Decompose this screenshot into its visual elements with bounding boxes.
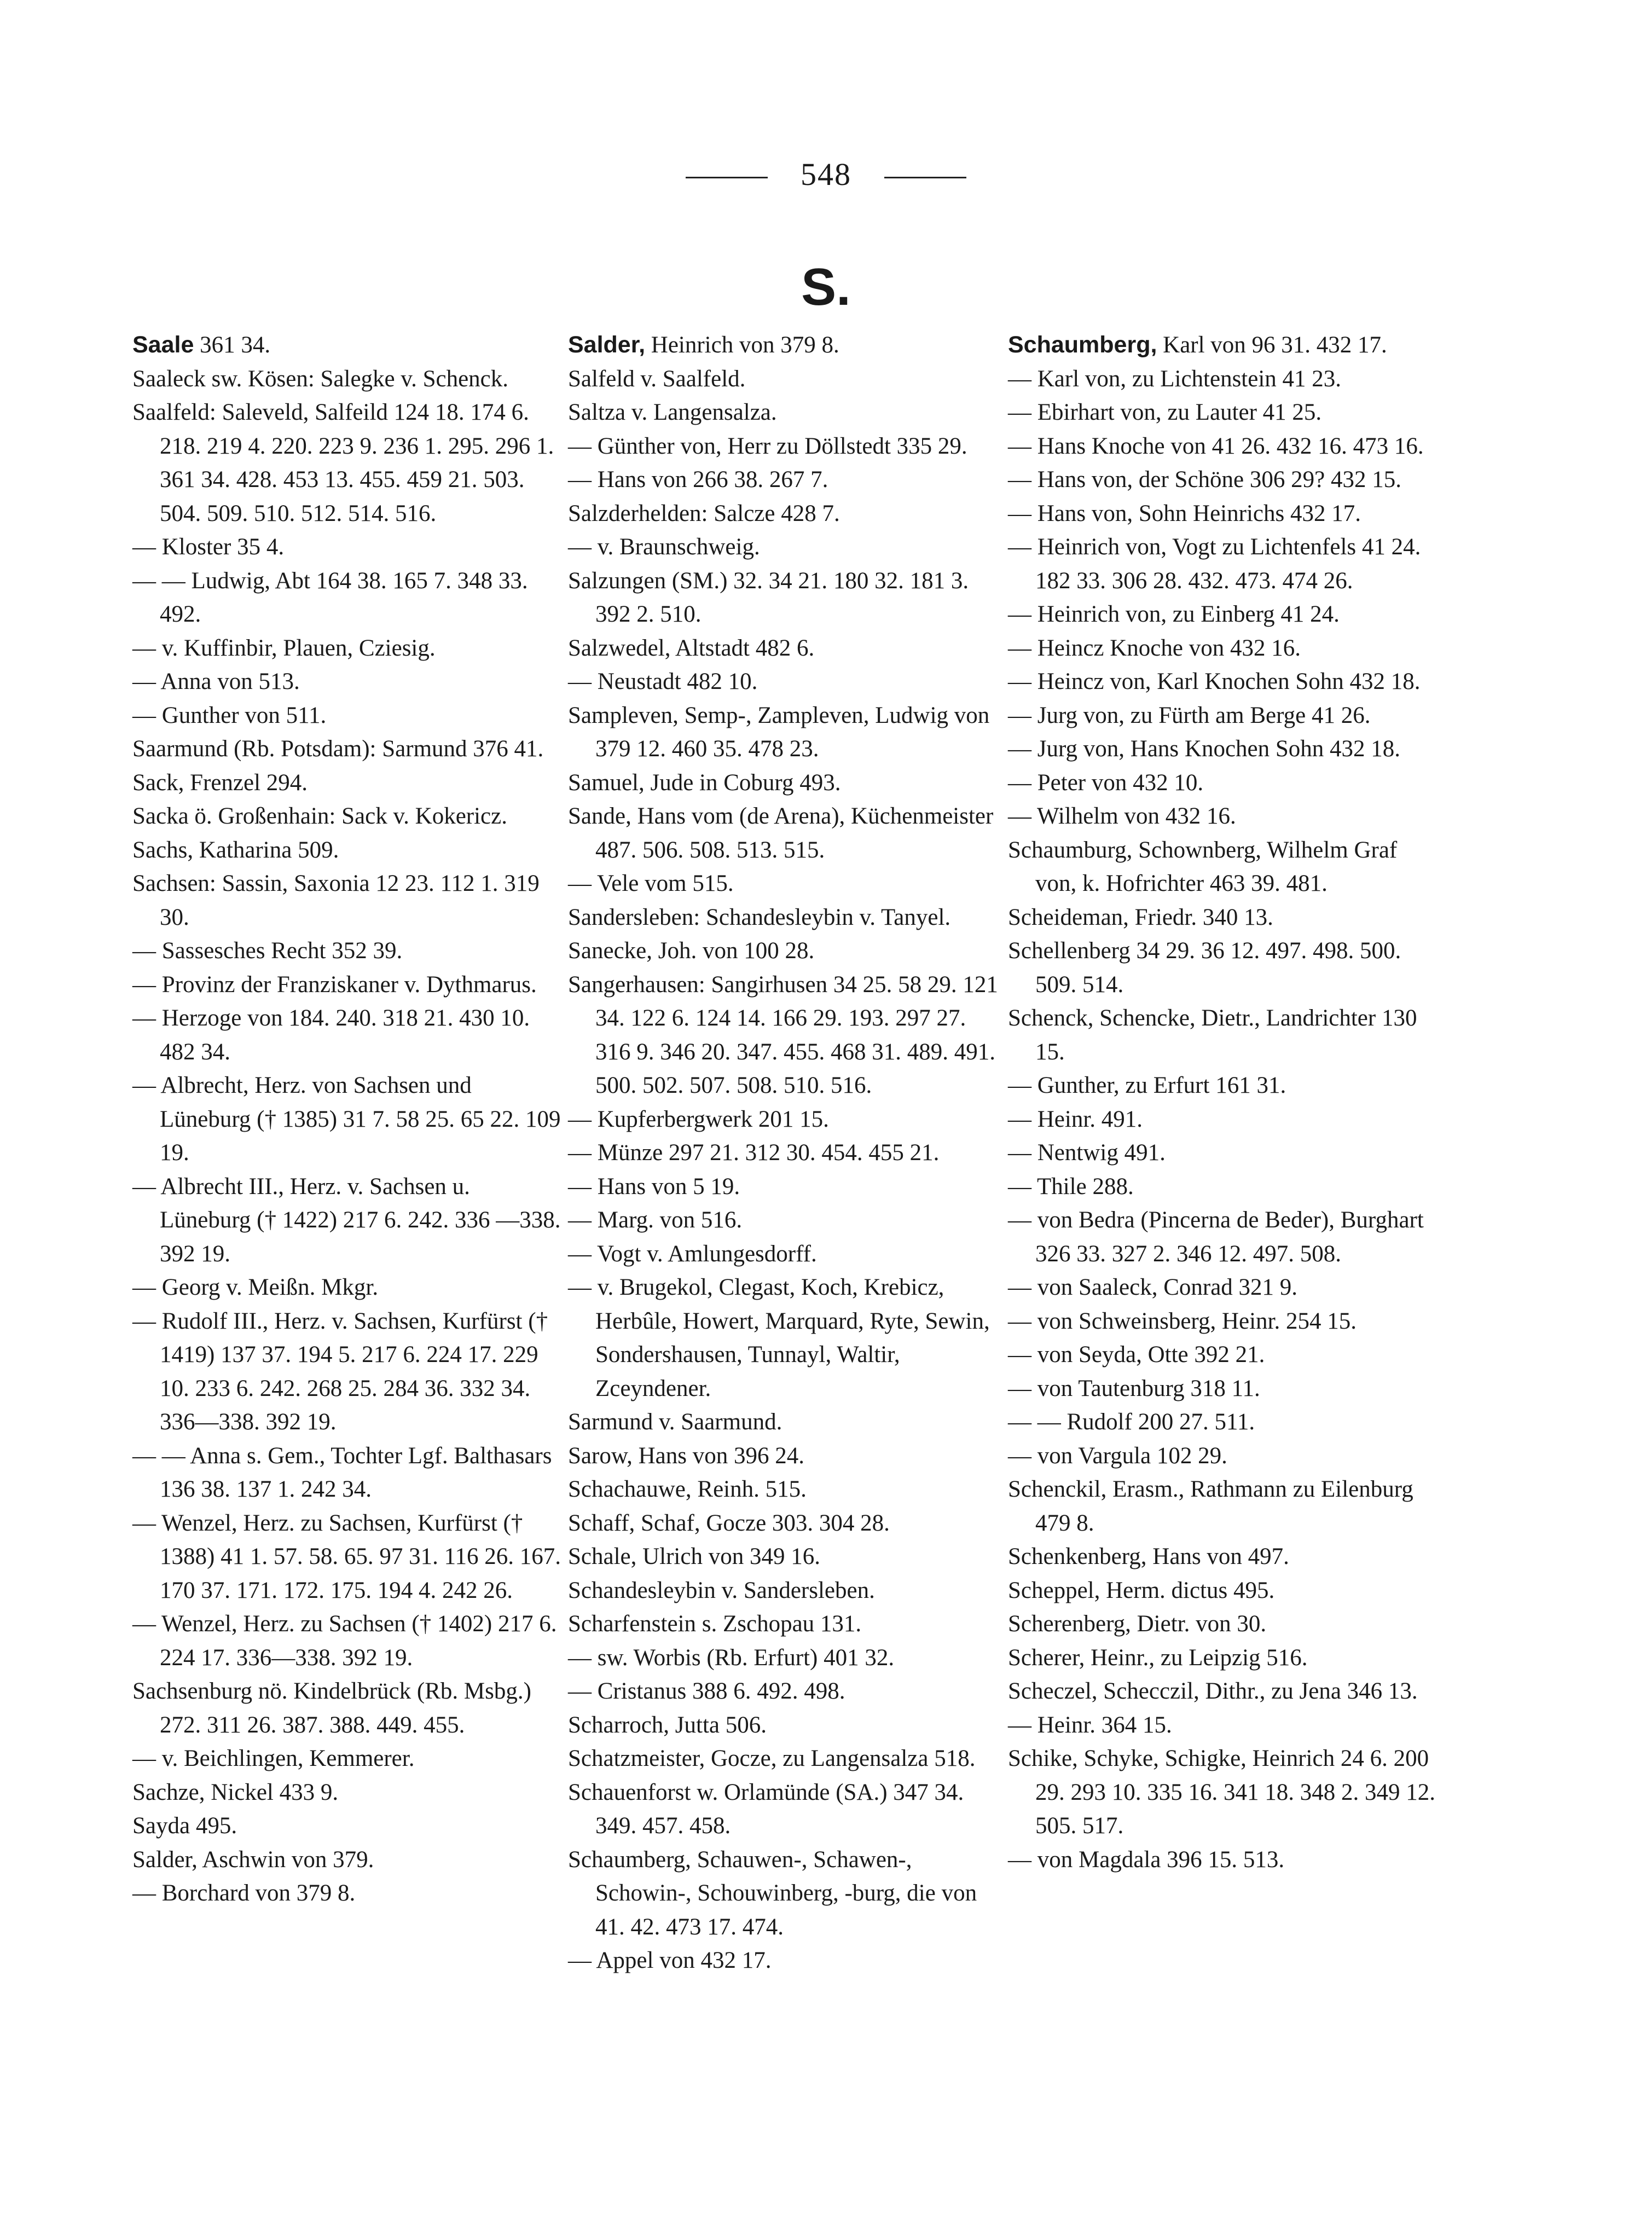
index-entry (1008, 1069, 1440, 1103)
entry-text: — Kupferbergwerk 201 15. (568, 1106, 829, 1132)
entry-head: Salder, (568, 332, 646, 358)
index-entry (1008, 1001, 1440, 1069)
index-entry (1008, 1574, 1440, 1608)
index-entry (132, 1607, 565, 1674)
entry-text: — Heincz Knoche von 432 16. (1008, 635, 1301, 661)
entry-text: Sayda 495. (132, 1813, 237, 1839)
index-entry (1008, 1540, 1440, 1574)
entry-text: — Wenzel, Herz. zu Sachsen, Kurfürst († 1388) 41 1. 57. 58. 65. 97 31. 116 26. 167. 170 37. 171. 172. 175. 194 4. 242 26. (132, 1510, 561, 1603)
entry-text: — Provinz der Franziskaner v. Dythmarus. (132, 971, 537, 998)
index-entry (1008, 1405, 1440, 1439)
entry-text: — Cristanus 388 6. 492. 498. (568, 1678, 845, 1704)
index-entry (1008, 1305, 1440, 1339)
entry-text: Sachze, Nickel 433 9. (132, 1779, 339, 1805)
entry-text: Saaleck sw. Kösen: Salegke v. Schenck. (132, 366, 509, 392)
index-entry (1008, 430, 1440, 463)
entry-text: — von Tautenburg 318 11. (1008, 1375, 1260, 1401)
index-entry (568, 1540, 1000, 1574)
index-entry (568, 1271, 1000, 1405)
entry-text: — v. Beichlingen, Kemmerer. (132, 1746, 415, 1771)
right-rule (884, 177, 966, 178)
index-entry (1008, 732, 1440, 766)
index-entry (132, 1843, 565, 1877)
entry-text: — Hans von 5 19. (568, 1173, 740, 1200)
entry-text: Karl von 96 31. 432 17. (1157, 332, 1387, 358)
index-entry (132, 1271, 565, 1305)
entry-text: — Hans von, der Schöne 306 29? 432 15. (1008, 467, 1401, 492)
entry-text: Heinrich von 379 8. (645, 332, 839, 358)
index-entry (568, 1574, 1000, 1608)
index-entry (568, 1103, 1000, 1137)
index-entry (568, 665, 1000, 699)
index-entry (568, 1237, 1000, 1271)
entry-text: Schike, Schyke, Schigke, Heinrich 24 6. 200 29. 293 10. 335 16. 341 18. 348 2. 349 12. 505. 517. (1008, 1746, 1435, 1839)
entry-text: — Jurg von, zu Fürth am Berge 41 26. (1008, 702, 1371, 728)
index-entry (132, 396, 565, 530)
entry-text: Schenck, Schencke, Dietr., Landrichter 130 15. (1008, 1005, 1417, 1065)
entry-text: Sack, Frenzel 294. (132, 769, 308, 796)
entry-text: Sarmund v. Saarmund. (568, 1409, 782, 1435)
entry-text: Scheczel, Schecczil, Dithr., zu Jena 346 13. (1008, 1678, 1418, 1704)
index-entry (132, 833, 565, 867)
entry-text: Schenkenberg, Hans von 497. (1008, 1544, 1289, 1569)
entry-text: — von Seyda, Otte 392 21. (1008, 1342, 1265, 1368)
index-entry (568, 867, 1000, 901)
entry-text: — Hans Knoche von 41 26. 432 16. 473 16. (1008, 433, 1424, 459)
entry-text: — Heinr. 364 15. (1008, 1712, 1172, 1738)
index-entry (132, 732, 565, 766)
index-entry (132, 1001, 565, 1069)
entry-head: Saale (132, 332, 194, 358)
index-entry (1008, 1607, 1440, 1641)
entry-text: — Jurg von, Hans Knochen Sohn 432 18. (1008, 736, 1401, 762)
index-entry (568, 1944, 1000, 1978)
entry-text: Saarmund (Rb. Potsdam): Sarmund 376 41. (132, 736, 544, 762)
index-entry (132, 665, 565, 699)
index-entry (132, 934, 565, 968)
index-entry (568, 1708, 1000, 1742)
index-entry (568, 766, 1000, 800)
index-column-1 (132, 328, 565, 1910)
index-entry (132, 1305, 565, 1439)
index-entry (132, 328, 565, 362)
index-entry (1008, 1338, 1440, 1372)
index-entry (132, 631, 565, 665)
entry-text: — — Rudolf 200 27. 511. (1008, 1409, 1255, 1435)
entry-text: — Vogt v. Amlungesdorff. (568, 1241, 817, 1267)
entry-text: — Thile 288. (1008, 1173, 1134, 1200)
index-entry (132, 1506, 565, 1608)
index-entry (1008, 530, 1440, 598)
index-column-2 (568, 328, 1000, 1978)
entry-text: Schenckil, Erasm., Rathmann zu Eilenburg 479 8. (1008, 1476, 1413, 1536)
entry-text: — Albrecht III., Herz. v. Sachsen u. Lüneburg († 1422) 217 6. 242. 336 —338. 392 19. (132, 1173, 561, 1267)
entry-text: — Münze 297 21. 312 30. 454. 455 21. (568, 1140, 940, 1166)
entry-text: — Hans von, Sohn Heinrichs 432 17. (1008, 500, 1361, 526)
entry-text: — — Anna s. Gem., Tochter Lgf. Balthasars 136 38. 137 1. 242 34. (132, 1442, 552, 1502)
index-entry (1008, 833, 1440, 901)
index-entry (568, 1641, 1000, 1675)
entry-text: — von Schweinsberg, Heinr. 254 15. (1008, 1308, 1357, 1334)
entry-text: Sachs, Katharina 509. (132, 837, 339, 863)
entry-text: — Neustadt 482 10. (568, 669, 758, 694)
entry-text: — von Bedra (Pincerna de Beder), Burghart 326 33. 327 2. 346 12. 497. 508. (1008, 1207, 1424, 1267)
index-entry (1008, 1372, 1440, 1406)
index-entry (568, 699, 1000, 766)
entry-text: Schale, Ulrich von 349 16. (568, 1544, 820, 1569)
entry-text: Salzderhelden: Salcze 428 7. (568, 500, 840, 526)
entry-text: Saalfeld: Saleveld, Salfeild 124 18. 174 6. 218. 219 4. 220. 223 9. 236 1. 295. 296 1. 361 34. 428. 453 13. 455. 459 21. 503. 504. 509. 510. 512. 514. 516. (132, 399, 554, 526)
index-entry (568, 934, 1000, 968)
index-entry (132, 1069, 565, 1170)
index-entry (568, 1170, 1000, 1204)
entry-text: — Anna von 513. (132, 669, 300, 694)
entry-text: Sachsenburg nö. Kindelbrück (Rb. Msbg.) 272. 311 26. 387. 388. 449. 455. (132, 1678, 531, 1738)
index-entry (568, 497, 1000, 531)
index-entry (1008, 598, 1440, 631)
left-rule (686, 177, 768, 178)
index-entry (1008, 665, 1440, 699)
entry-text: Sande, Hans vom (de Arena), Küchenmeister 487. 506. 508. 513. 515. (568, 803, 994, 863)
index-entry (132, 699, 565, 733)
entry-text: — Peter von 432 10. (1008, 769, 1204, 796)
index-entry (1008, 766, 1440, 800)
index-entry (132, 799, 565, 833)
entry-text: Scharfenstein s. Zschopau 131. (568, 1611, 862, 1637)
index-entry (568, 1843, 1000, 1944)
entry-text: — Wilhelm von 432 16. (1008, 803, 1236, 829)
index-entry (132, 1674, 565, 1742)
index-entry (1008, 631, 1440, 665)
entry-text: Scharroch, Jutta 506. (568, 1712, 767, 1738)
entry-text: Scherer, Heinr., zu Leipzig 516. (1008, 1644, 1308, 1671)
entry-text: Sampleven, Semp-, Zampleven, Ludwig von 379 12. 460 35. 478 23. (568, 702, 990, 762)
entry-text: Sarow, Hans von 396 24. (568, 1442, 804, 1469)
index-entry (1008, 1641, 1440, 1675)
entry-text: — Georg v. Meißn. Mkgr. (132, 1274, 379, 1300)
index-entry (568, 1742, 1000, 1776)
entry-text: Sangerhausen: Sangirhusen 34 25. 58 29. 121 34. 122 6. 124 14. 166 29. 193. 297 27. 316 9. 346 20. 347. 455. 468 31. 489. 491. 500. 502. 507. 508. 510. 516. (568, 971, 998, 1098)
index-entry (1008, 1473, 1440, 1540)
index-entry (1008, 362, 1440, 396)
index-entry (1008, 934, 1440, 1001)
index-entry (1008, 396, 1440, 430)
index-entry (568, 1607, 1000, 1641)
entry-text: — Sassesches Recht 352 39. (132, 938, 403, 964)
index-entry (568, 1506, 1000, 1540)
entry-text: — Appel von 432 17. (568, 1948, 772, 1973)
entry-text: Sanecke, Joh. von 100 28. (568, 938, 815, 964)
entry-text: — Borchard von 379 8. (132, 1880, 356, 1906)
index-entry (568, 1203, 1000, 1237)
entry-text: — Wenzel, Herz. zu Sachsen († 1402) 217 6. 224 17. 336—338. 392 19. (132, 1611, 557, 1671)
page-number-text: 548 (801, 157, 851, 192)
index-entry (1008, 1708, 1440, 1742)
index-entry (568, 430, 1000, 463)
entry-text: — v. Kuffinbir, Plauen, Cziesig. (132, 635, 436, 661)
index-entry (1008, 1674, 1440, 1708)
index-entry (1008, 1439, 1440, 1473)
entry-text: Salfeld v. Saalfeld. (568, 366, 746, 392)
entry-text: Schellenberg 34 29. 36 12. 497. 498. 500. 509. 514. (1008, 938, 1401, 998)
index-entry (568, 564, 1000, 631)
index-entry (568, 328, 1000, 362)
entry-text: Sacka ö. Großenhain: Sack v. Kokericz. (132, 803, 507, 829)
entry-text: Saltza v. Langensalza. (568, 399, 777, 425)
index-entry (132, 1439, 565, 1506)
index-entry (568, 1136, 1000, 1170)
index-entry (1008, 799, 1440, 833)
index-entry (132, 1742, 565, 1776)
entry-text: — Vele vom 515. (568, 871, 734, 896)
index-entry (132, 530, 565, 564)
entry-text: Salder, Aschwin von 379. (132, 1846, 374, 1873)
entry-text: — v. Braunschweig. (568, 534, 760, 560)
entry-text: — Heinrich von, zu Einberg 41 24. (1008, 601, 1340, 627)
index-entry (1008, 1103, 1440, 1137)
index-entry (568, 530, 1000, 564)
index-entry (132, 1809, 565, 1843)
entry-text: — sw. Worbis (Rb. Erfurt) 401 32. (568, 1644, 895, 1671)
index-entry (1008, 1203, 1440, 1271)
index-entry (1008, 1170, 1440, 1204)
entry-text: — — Ludwig, Abt 164 38. 165 7. 348 33. 492. (132, 567, 528, 627)
index-entry (132, 1776, 565, 1810)
index-entry (568, 799, 1000, 867)
entry-text: — Karl von, zu Lichtenstein 41 23. (1008, 366, 1342, 392)
index-entry (568, 968, 1000, 1103)
index-entry (1008, 1742, 1440, 1843)
entry-text: Schachauwe, Reinh. 515. (568, 1476, 807, 1502)
index-entry (1008, 328, 1440, 362)
index-entry (568, 1473, 1000, 1506)
entry-text: Schandesleybin v. Sandersleben. (568, 1577, 875, 1603)
entry-text: — Ebirhart von, zu Lauter 41 25. (1008, 399, 1322, 425)
index-entry (1008, 463, 1440, 497)
index-entry (132, 766, 565, 800)
index-entry (1008, 1136, 1440, 1170)
index-entry (132, 362, 565, 396)
entry-text: — Heincz von, Karl Knochen Sohn 432 18. (1008, 669, 1421, 694)
index-entry (568, 396, 1000, 430)
entry-text: Samuel, Jude in Coburg 493. (568, 769, 841, 796)
entry-text: Schaff, Schaf, Gocze 303. 304 28. (568, 1510, 890, 1536)
entry-text: — Marg. von 516. (568, 1207, 743, 1233)
entry-text: Salzungen (SM.) 32. 34 21. 180 32. 181 3. 392 2. 510. (568, 567, 969, 627)
entry-text: — Gunther, zu Erfurt 161 31. (1008, 1073, 1286, 1098)
entry-text: — Gunther von 511. (132, 702, 327, 728)
entry-text: 361 34. (194, 332, 271, 358)
entry-text: — v. Brugekol, Clegast, Koch, Krebicz, Herbûle, Howert, Marquard, Ryte, Sewin, Sondershausen, Tunnayl, Waltir, Zceyndener. (568, 1274, 990, 1401)
index-entry (568, 362, 1000, 396)
index-entry (568, 1439, 1000, 1473)
entry-text: — von Vargula 102 29. (1008, 1442, 1227, 1469)
index-entry (568, 1776, 1000, 1843)
entry-text: Scherenberg, Dietr. von 30. (1008, 1611, 1267, 1637)
page-number (0, 156, 1652, 193)
entry-text: — Heinr. 491. (1008, 1106, 1143, 1132)
index-entry (568, 1674, 1000, 1708)
entry-text: — von Magdala 396 15. 513. (1008, 1846, 1285, 1873)
entry-text: — Kloster 35 4. (132, 534, 285, 560)
entry-text: — Rudolf III., Herz. v. Sachsen, Kurfürst († 1419) 137 37. 194 5. 217 6. 224 17. 229 10. 233 6. 242. 268 25. 284 36. 332 34. 336—338. 392 19. (132, 1308, 548, 1435)
index-entry (568, 463, 1000, 497)
section-letter: S. (801, 258, 851, 316)
entry-text: — Heinrich von, Vogt zu Lichtenfels 41 24. 182 33. 306 28. 432. 473. 474 26. (1008, 534, 1421, 594)
entry-text: Sachsen: Sassin, Saxonia 12 23. 112 1. 319 30. (132, 871, 540, 930)
entry-text: Schaumburg, Schownberg, Wilhelm Graf von, k. Hofrichter 463 39. 481. (1008, 837, 1398, 896)
index-entry (132, 867, 565, 934)
entry-text: — Albrecht, Herz. von Sachsen und Lüneburg († 1385) 31 7. 58 25. 65 22. 109 19. (132, 1073, 561, 1166)
entry-text: Schatzmeister, Gocze, zu Langensalza 518. (568, 1746, 976, 1771)
entry-text: — von Saaleck, Conrad 321 9. (1008, 1274, 1298, 1300)
entry-text: Schauenforst w. Orlamünde (SA.) 347 34. 349. 457. 458. (568, 1779, 964, 1839)
index-entry (1008, 1843, 1440, 1877)
index-entry (568, 631, 1000, 665)
entry-text: — Herzoge von 184. 240. 318 21. 430 10. 482 34. (132, 1005, 530, 1065)
index-entry (132, 564, 565, 631)
entry-text: Schaumberg, Schauwen-, Schawen-, Schowin-, Schouwinberg, -burg, die von 41. 42. 473 17. 474. (568, 1846, 977, 1940)
entry-text: — Hans von 266 38. 267 7. (568, 467, 828, 492)
entry-head: Schaumberg, (1008, 332, 1157, 358)
entry-text: — Nentwig 491. (1008, 1140, 1166, 1166)
entry-text: Scheppel, Herm. dictus 495. (1008, 1577, 1275, 1603)
entry-text: — Günther von, Herr zu Döllstedt 335 29. (568, 433, 967, 459)
index-entry (568, 1405, 1000, 1439)
index-entry (132, 1876, 565, 1910)
index-entry (132, 968, 565, 1002)
index-entry (1008, 901, 1440, 935)
index-entry (1008, 699, 1440, 733)
index-entry (1008, 497, 1440, 531)
entry-text: Salzwedel, Altstadt 482 6. (568, 635, 815, 661)
index-entry (1008, 1271, 1440, 1305)
index-entry (132, 1170, 565, 1271)
entry-text: Scheideman, Friedr. 340 13. (1008, 904, 1273, 930)
index-column-3 (1008, 328, 1440, 1876)
index-entry (568, 901, 1000, 935)
entry-text: Sandersleben: Schandesleybin v. Tanyel. (568, 904, 951, 930)
